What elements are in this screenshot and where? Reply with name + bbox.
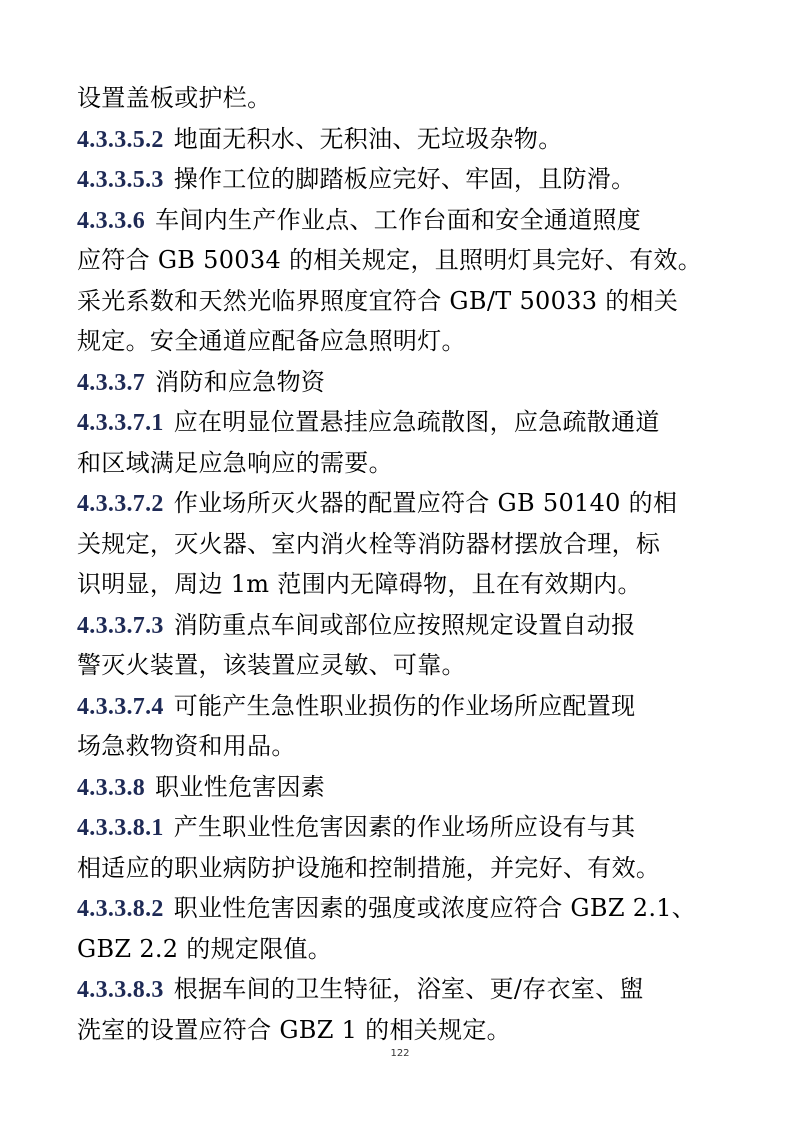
line-text: 采光系数和天然光临界照度宜符合 GB/T 50033 的相关 — [77, 286, 679, 315]
line-text: 规定。安全通道应配备应急照明灯。 — [77, 327, 466, 355]
text-line — [77, 645, 749, 686]
clause-number: 4.3.3.7 — [77, 369, 146, 396]
line-text: 操作工位的脚踏板应完好、牢固，且防滑。 — [173, 165, 636, 193]
line-text: 消防和应急物资 — [155, 367, 326, 396]
clause-line — [77, 686, 749, 727]
clause-line — [77, 119, 749, 160]
text-line — [77, 726, 749, 767]
clause-line — [77, 969, 749, 1010]
clause-line — [77, 402, 749, 443]
line-text: 产生职业性危害因素的作业场所应设有与其 — [173, 813, 636, 841]
document-body — [77, 78, 749, 1050]
line-text: 洗室的设置应符合 GBZ 1 的相关规定。 — [77, 1015, 511, 1044]
clause-line — [77, 888, 749, 929]
text-line — [77, 524, 749, 565]
clause-number: 4.3.3.5.2 — [77, 126, 164, 153]
line-text: 应符合 GB 50034 的相关规定，且照明灯具完好、有效。 — [77, 246, 703, 274]
text-line — [77, 848, 749, 889]
line-text: 设置盖板或护栏。 — [77, 84, 272, 112]
line-text: 应在明显位置悬挂应急疏散图，应急疏散通道 — [173, 408, 660, 436]
clause-number: 4.3.3.7.2 — [77, 491, 164, 517]
text-line — [77, 78, 749, 119]
clause-number: 4.3.3.8.1 — [77, 815, 164, 841]
line-text: 职业性危害因素的强度或浓度应符合 GBZ 2.1、 — [173, 894, 697, 922]
clause-line — [77, 159, 749, 200]
clause-line — [77, 807, 749, 848]
clause-number: 4.3.3.7.3 — [77, 612, 164, 639]
line-text: 和区域满足应急响应的需要。 — [77, 448, 393, 477]
clause-number: 4.3.3.7.1 — [77, 410, 164, 436]
line-text: 警灭火装置，该装置应灵敏、可靠。 — [77, 651, 466, 679]
text-line — [77, 281, 749, 322]
clause-number: 4.3.3.6 — [77, 207, 146, 234]
line-text: 识明显，周边 1m 范围内无障碍物，且在有效期内。 — [77, 570, 642, 598]
line-text: GBZ 2.2 的规定限值。 — [77, 934, 333, 963]
clause-number: 4.3.3.5.3 — [77, 167, 164, 193]
clause-line — [77, 605, 749, 646]
clause-line — [77, 362, 749, 403]
clause-line — [77, 200, 749, 241]
text-line — [77, 240, 749, 281]
line-text: 根据车间的卫生特征，浴室、更/存衣室、盥 — [173, 975, 644, 1003]
text-line — [77, 929, 749, 970]
text-line — [77, 1010, 749, 1051]
text-line — [77, 321, 749, 362]
line-text: 地面无积水、无积油、无垃圾杂物。 — [173, 124, 563, 153]
line-text: 可能产生急性职业损伤的作业场所应配置现 — [173, 691, 636, 720]
clause-line — [77, 483, 749, 524]
clause-line — [77, 767, 749, 808]
line-text: 消防重点车间或部位应按照规定设置自动报 — [173, 610, 636, 639]
line-text: 场急救物资和用品。 — [77, 732, 296, 760]
line-text: 相适应的职业病防护设施和控制措施，并完好、有效。 — [77, 853, 661, 882]
clause-number: 4.3.3.8.3 — [77, 977, 164, 1003]
line-text: 关规定，灭火器、室内消火栓等消防器材摆放合理，标 — [77, 529, 661, 558]
clause-number: 4.3.3.7.4 — [77, 693, 164, 720]
clause-number: 4.3.3.8 — [77, 774, 146, 801]
line-text: 职业性危害因素 — [155, 772, 326, 801]
line-text: 作业场所灭火器的配置应符合 GB 50140 的相 — [173, 489, 678, 517]
text-line — [77, 564, 749, 605]
clause-number: 4.3.3.8.2 — [77, 896, 164, 922]
line-text: 车间内生产作业点、工作台面和安全通道照度 — [155, 205, 642, 234]
text-line — [77, 443, 749, 484]
page-number: 122 — [390, 1048, 410, 1059]
